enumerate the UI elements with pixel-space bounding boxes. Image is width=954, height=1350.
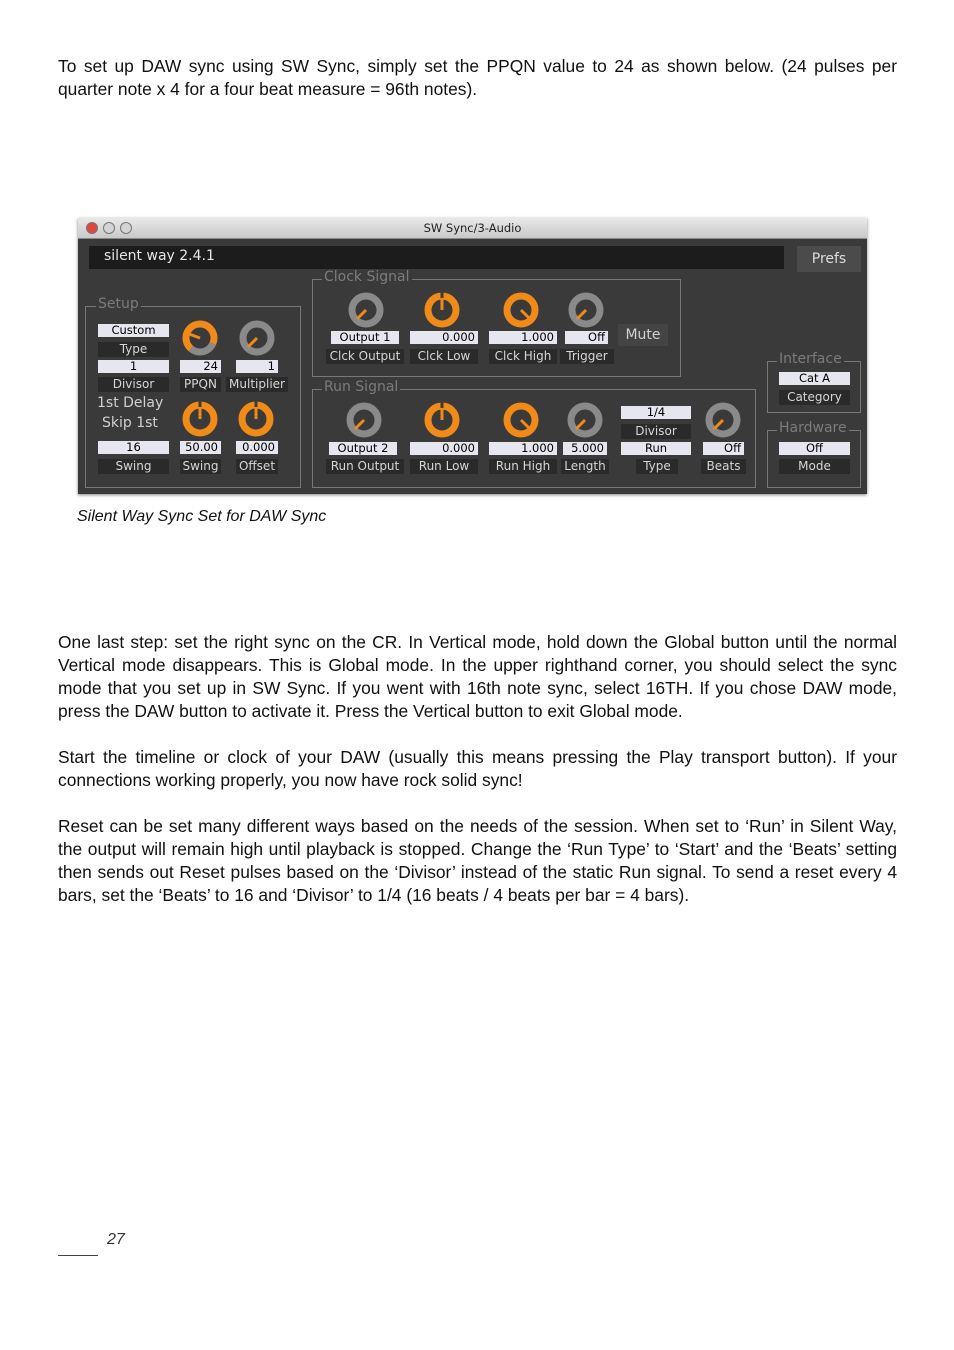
run-type-value[interactable]: Run xyxy=(621,442,691,455)
clock-high-value[interactable]: 1.000 xyxy=(489,331,557,344)
offset-value[interactable]: 0.000 xyxy=(236,441,278,454)
figure-caption: Silent Way Sync Set for DAW Sync xyxy=(77,508,327,525)
page-number-rule xyxy=(58,1255,98,1256)
divisor-label: Divisor xyxy=(98,377,169,392)
paragraph-global-mode: One last step: set the right sync on the CR. In Vertical mode, hold down the Global button until the normal Vertical mode disappears. This is Global mode. In the upper righthand corner, you should select the sync mode that you set up in SW Sync. If you went with 16th note sync, select 16TH. If you chose DAW mode, press the DAW button to activate it. Press the Vertical button to exit Global mode. xyxy=(58,632,897,721)
run-low-label: Run Low xyxy=(410,459,478,474)
run-signal-title: Run Signal xyxy=(324,379,399,395)
intro-paragraph: To set up DAW sync using SW Sync, simply set the PPQN value to 24 as shown below. (24 pulses per quarter note x 4 for a four beat measure = 96th notes). xyxy=(58,56,897,99)
divisor-value[interactable]: 1 xyxy=(98,360,169,373)
category-label: Category xyxy=(779,390,850,405)
run-divisor-value[interactable]: 1/4 xyxy=(621,406,691,419)
offset-label: Offset xyxy=(236,459,278,474)
mode-label: Mode xyxy=(779,459,850,474)
swing-steps-value[interactable]: 16 xyxy=(98,441,169,454)
run-output-knob[interactable] xyxy=(346,402,382,438)
multiplier-knob[interactable] xyxy=(239,320,275,356)
run-type-label: Type xyxy=(636,459,678,474)
prefs-button[interactable]: Prefs xyxy=(797,246,861,272)
version-bar xyxy=(89,246,784,269)
length-value[interactable]: 5.000 xyxy=(563,442,607,455)
clock-signal-title: Clock Signal xyxy=(324,269,410,285)
ppqn-value[interactable]: 24 xyxy=(180,360,221,373)
clock-high-label: Clck High xyxy=(489,349,557,364)
beats-label: Beats xyxy=(701,459,746,474)
mute-button[interactable]: Mute xyxy=(618,324,668,346)
title-bar xyxy=(78,218,867,239)
run-output-value[interactable]: Output 2 xyxy=(329,442,397,455)
beats-value[interactable]: Off xyxy=(703,442,744,455)
length-label: Length xyxy=(561,459,609,474)
hardware-title: Hardware xyxy=(779,420,847,436)
type-label: Type xyxy=(98,342,169,357)
swing-knob[interactable] xyxy=(182,401,218,437)
swing-amount-label: Swing xyxy=(180,459,221,474)
trigger-value[interactable]: Off xyxy=(565,331,608,344)
version-label: silent way 2.4.1 xyxy=(104,248,215,264)
setup-title: Setup xyxy=(98,296,139,312)
window-title: SW Sync/3-Audio xyxy=(423,221,522,235)
interface-group xyxy=(767,351,861,413)
clock-low-label: Clck Low xyxy=(410,349,478,364)
page-number: 27 xyxy=(107,1231,125,1248)
clock-low-knob[interactable] xyxy=(424,292,460,328)
clock-high-knob[interactable] xyxy=(503,292,539,328)
sw-sync-window xyxy=(78,218,867,494)
run-low-value[interactable]: 0.000 xyxy=(410,442,478,455)
mode-value[interactable]: Off xyxy=(779,442,850,455)
clock-output-value[interactable]: Output 1 xyxy=(331,331,399,344)
trigger-knob[interactable] xyxy=(568,292,604,328)
type-value[interactable]: Custom xyxy=(98,324,169,337)
offset-knob[interactable] xyxy=(238,401,274,437)
swing-steps-label: Swing xyxy=(98,459,169,474)
run-high-knob[interactable] xyxy=(503,402,539,438)
skip-first-label: Skip 1st xyxy=(102,415,158,431)
swing-amount-value[interactable]: 50.00 xyxy=(180,441,221,454)
run-output-label: Run Output xyxy=(326,459,404,474)
multiplier-value[interactable]: 1 xyxy=(236,360,278,373)
length-knob[interactable] xyxy=(567,402,603,438)
ppqn-label: PPQN xyxy=(180,377,221,392)
paragraph-start-timeline: Start the timeline or clock of your DAW (usually this means pressing the Play transport button). If your connections working properly, you now have rock solid sync! xyxy=(58,747,897,790)
category-value[interactable]: Cat A xyxy=(779,372,850,385)
first-delay-label: 1st Delay xyxy=(97,395,164,411)
clock-output-knob[interactable] xyxy=(348,292,384,328)
beats-knob[interactable] xyxy=(705,402,741,438)
trigger-label: Trigger xyxy=(560,349,614,364)
multiplier-label: Multiplier xyxy=(226,377,288,392)
run-high-label: Run High xyxy=(489,459,557,474)
clock-output-label: Clck Output xyxy=(326,349,404,364)
clock-low-value[interactable]: 0.000 xyxy=(410,331,478,344)
ppqn-knob[interactable] xyxy=(182,320,218,356)
run-divisor-label: Divisor xyxy=(621,424,691,439)
run-high-value[interactable]: 1.000 xyxy=(489,442,557,455)
paragraph-reset: Reset can be set many different ways based on the needs of the session. When set to ‘Run’ in Silent Way, the output will remain high until playback is stopped. Change the ‘Run Type’ to ‘Start’ and the ‘Beats’ setting then sends out Reset pulses based on the ‘Divisor’ instead of the static Run signal. To send a reset every 4 bars, set the ‘Beats’ to 16 and ‘Divisor’ to 1/4 (16 beats / 4 beats per bar = 4 bars). xyxy=(58,816,897,905)
run-low-knob[interactable] xyxy=(424,402,460,438)
interface-title: Interface xyxy=(779,351,842,367)
